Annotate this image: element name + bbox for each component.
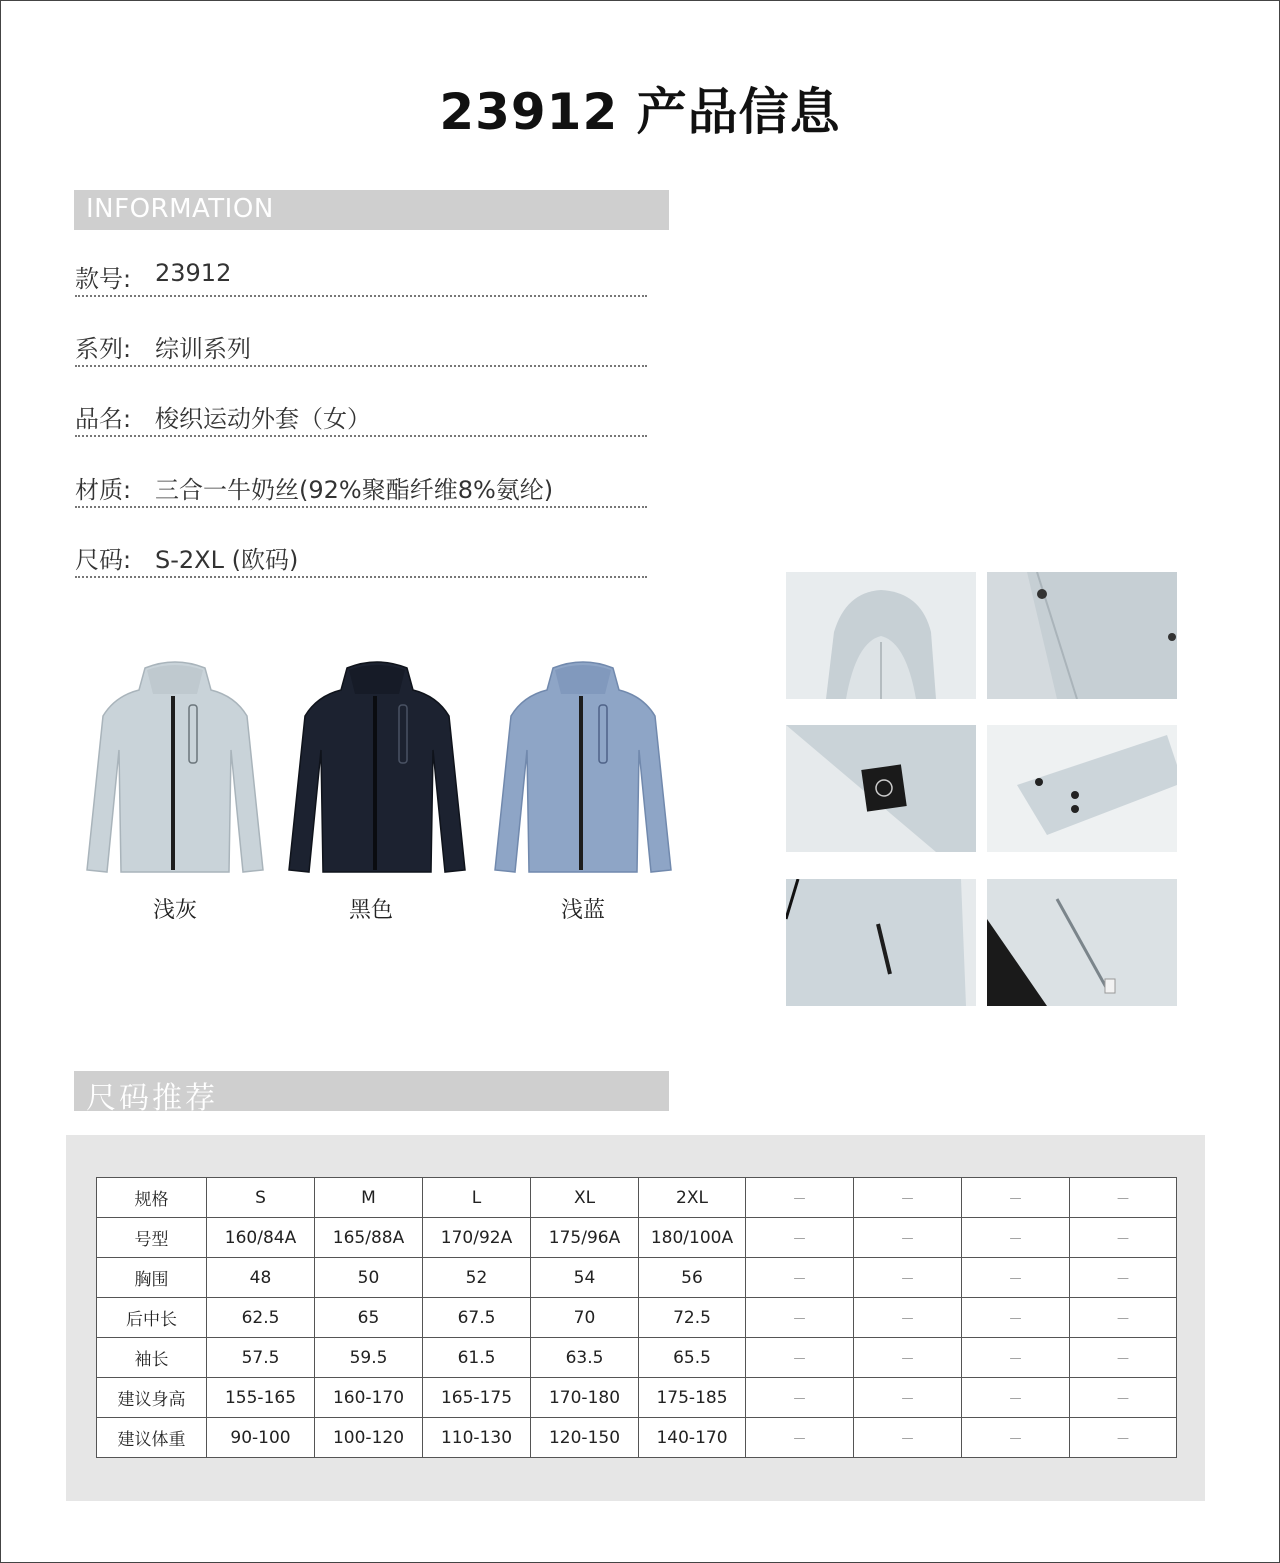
info-label: 材质:: [75, 476, 132, 504]
table-cell: 2XL: [639, 1178, 746, 1218]
info-value: 梭织运动外套（女）: [155, 405, 371, 433]
table-cell: —: [746, 1418, 854, 1458]
table-cell: —: [854, 1258, 962, 1298]
table-cell: —: [962, 1338, 1070, 1378]
cuff-buttons-detail-illustration: [987, 725, 1177, 852]
table-cell: 160/84A: [207, 1218, 315, 1258]
table-cell: 65: [315, 1298, 423, 1338]
table-cell: 165-175: [423, 1378, 531, 1418]
table-cell: —: [854, 1218, 962, 1258]
table-cell: 120-150: [531, 1418, 639, 1458]
info-label: 系列:: [75, 335, 132, 363]
info-row-series: [75, 325, 647, 367]
info-label: 品名:: [75, 405, 132, 433]
detail-image-cuff-buttons[interactable]: [987, 725, 1177, 852]
table-row: [97, 1258, 1177, 1298]
table-cell: —: [746, 1298, 854, 1338]
table-cell: —: [854, 1418, 962, 1458]
table-cell: 62.5: [207, 1298, 315, 1338]
table-row: [97, 1218, 1177, 1258]
info-row-size: [75, 536, 647, 578]
table-cell: —: [962, 1258, 1070, 1298]
table-row: [97, 1178, 1177, 1218]
table-cell: —: [746, 1258, 854, 1298]
table-cell: 140-170: [639, 1418, 746, 1458]
table-cell: 110-130: [423, 1418, 531, 1458]
table-cell: 67.5: [423, 1298, 531, 1338]
table-cell: 61.5: [423, 1338, 531, 1378]
table-cell: L: [423, 1178, 531, 1218]
row-label-cell: 后中长: [97, 1298, 207, 1338]
table-cell: 50: [315, 1258, 423, 1298]
info-row-product-name: [75, 395, 647, 437]
table-cell: S: [207, 1178, 315, 1218]
table-cell: 57.5: [207, 1338, 315, 1378]
table-cell: 63.5: [531, 1338, 639, 1378]
info-row-material: [75, 466, 647, 508]
table-cell: —: [1070, 1378, 1177, 1418]
info-value: 综训系列: [155, 335, 251, 363]
row-label-cell: 袖长: [97, 1338, 207, 1378]
detail-image-collar-zip[interactable]: [987, 572, 1177, 699]
table-cell: 180/100A: [639, 1218, 746, 1258]
table-cell: 59.5: [315, 1338, 423, 1378]
jacket-light-blue-image[interactable]: [493, 660, 673, 880]
information-heading: INFORMATION: [86, 194, 274, 224]
table-cell: —: [854, 1378, 962, 1418]
row-label-cell: 建议体重: [97, 1418, 207, 1458]
table-cell: 100-120: [315, 1418, 423, 1458]
jacket-light-gray-image[interactable]: [85, 660, 265, 880]
color-label-light-blue: 浅蓝: [560, 898, 605, 923]
table-cell: M: [315, 1178, 423, 1218]
table-cell: —: [1070, 1298, 1177, 1338]
table-cell: —: [746, 1178, 854, 1218]
table-cell: —: [1070, 1258, 1177, 1298]
table-cell: 170-180: [531, 1378, 639, 1418]
row-label-cell: 规格: [97, 1178, 207, 1218]
info-value: S-2XL (欧码): [155, 546, 299, 574]
info-value: 三合一牛奶丝(92%聚酯纤维8%氨纶): [155, 476, 554, 504]
color-label-black: 黑色: [348, 898, 393, 923]
table-cell: 165/88A: [315, 1218, 423, 1258]
table-cell: 170/92A: [423, 1218, 531, 1258]
table-cell: 175/96A: [531, 1218, 639, 1258]
size-recommendation-heading: 尺码推荐: [86, 1081, 218, 1116]
table-cell: —: [962, 1378, 1070, 1418]
sleeve-badge-detail-illustration: [786, 725, 976, 852]
detail-image-chest-pocket[interactable]: [987, 879, 1177, 1006]
detail-image-sleeve-badge[interactable]: [786, 725, 976, 852]
size-table: [96, 1177, 1177, 1458]
info-label: 款号:: [75, 265, 132, 293]
table-cell: —: [1070, 1338, 1177, 1378]
table-row: [97, 1298, 1177, 1338]
table-cell: —: [854, 1178, 962, 1218]
page-title: 23912 产品信息: [439, 83, 841, 141]
table-cell: 56: [639, 1258, 746, 1298]
row-label-cell: 胸围: [97, 1258, 207, 1298]
size-table-body: [97, 1178, 1177, 1458]
table-cell: 48: [207, 1258, 315, 1298]
collar-zip-detail-illustration: [987, 572, 1177, 699]
jacket-light-blue-illustration: [493, 660, 673, 880]
jacket-light-gray-illustration: [85, 660, 265, 880]
info-row-style-number: [75, 255, 647, 297]
table-cell: —: [1070, 1218, 1177, 1258]
table-cell: —: [1070, 1178, 1177, 1218]
jacket-black-illustration: [287, 660, 467, 880]
jacket-black-image[interactable]: [287, 660, 467, 880]
table-cell: —: [746, 1378, 854, 1418]
detail-image-hood[interactable]: [786, 572, 976, 699]
table-cell: —: [746, 1218, 854, 1258]
table-cell: —: [1070, 1418, 1177, 1458]
information-section-header: [74, 190, 669, 230]
table-cell: —: [962, 1418, 1070, 1458]
side-pocket-detail-illustration: [786, 879, 976, 1006]
detail-image-side-pocket[interactable]: [786, 879, 976, 1006]
table-cell: 175-185: [639, 1378, 746, 1418]
table-cell: —: [854, 1338, 962, 1378]
table-cell: 52: [423, 1258, 531, 1298]
table-row: [97, 1338, 1177, 1378]
table-cell: 90-100: [207, 1418, 315, 1458]
table-cell: —: [962, 1218, 1070, 1258]
table-cell: —: [746, 1338, 854, 1378]
chest-pocket-detail-illustration: [987, 879, 1177, 1006]
row-label-cell: 号型: [97, 1218, 207, 1258]
table-cell: —: [962, 1178, 1070, 1218]
table-cell: 72.5: [639, 1298, 746, 1338]
hood-detail-illustration: [786, 572, 976, 699]
table-cell: 54: [531, 1258, 639, 1298]
table-cell: —: [962, 1298, 1070, 1338]
size-recommendation-section-header: [74, 1071, 669, 1116]
info-value: 23912: [155, 259, 232, 287]
info-label: 尺码:: [75, 546, 132, 574]
table-cell: 155-165: [207, 1378, 315, 1418]
table-cell: 65.5: [639, 1338, 746, 1378]
table-cell: 70: [531, 1298, 639, 1338]
table-cell: —: [854, 1298, 962, 1338]
row-label-cell: 建议身高: [97, 1378, 207, 1418]
color-label-light-gray: 浅灰: [152, 898, 197, 923]
table-cell: XL: [531, 1178, 639, 1218]
table-cell: 160-170: [315, 1378, 423, 1418]
table-row: [97, 1378, 1177, 1418]
table-row: [97, 1418, 1177, 1458]
